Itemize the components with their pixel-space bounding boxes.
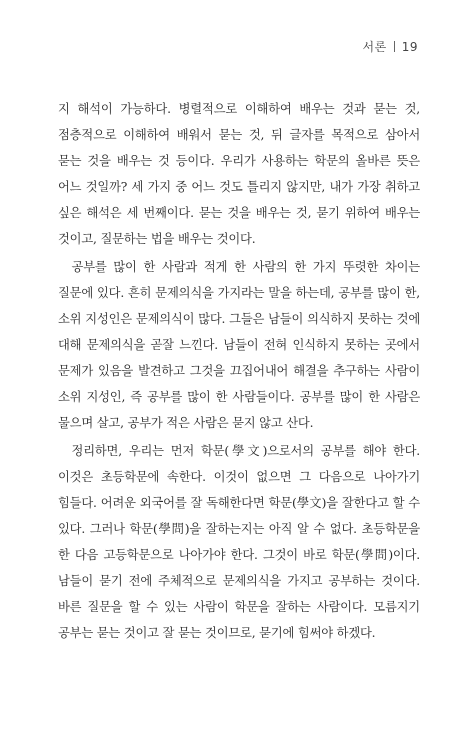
paragraph-2: 공부를 많이 한 사람과 적게 한 사람의 한 가지 뚜렷한 차이는 질문에 있다. 흔히 문제의식을 가지라는 말을 하는데, 공부를 많이 한, 소위 지성인은 문제의식이 많다. 그들은 남들이 의식하지 못하는 것에 대해 문제의식을 곧잘 느낀다. 남들이 전혀 인식하지 못하는 곳에서 문제가 있음을 발견하고 그것을 끄집어내어 해결을 추구하는 사람이 소위 지성인, 즉 공부를 많이 한 사람들이다. 공부를 많이 한 사람은 물으며 살고, 공부가 적은 사람은 묻지 않고 산다.	[58, 260, 420, 430]
section-title: 서론	[362, 40, 387, 54]
page-number: 19	[401, 40, 418, 54]
running-header	[363, 38, 418, 55]
header-divider	[394, 41, 395, 52]
paragraph-1: 지 해석이 가능하다. 병렬적으로 이해하여 배우는 것과 묻는 것, 점층적으로 이해하여 배워서 묻는 것, 뒤 글자를 목적으로 삼아서 묻는 것을 배우는 것 등이다. 우리가 사용하는 학문의 올바른 뜻은 어느 것일까? 세 가지 중 어느 것도 틀리지 않지만, 내가 가장 취하고 싶은 해석은 세 번째이다. 묻는 것을 배우는 것, 묻기 위하여 배우는 것이고, 질문하는 법을 배우는 것이다.	[58, 102, 420, 246]
body-text	[58, 96, 420, 646]
paragraph-3: 정리하면, 우리는 먼저 학문(學文)으로서의 공부를 해야 한다. 이것은 초등학문에 속한다. 이것이 없으면 그 다음으로 나아가기 힘들다. 어려운 외국어를 잘 독해한다면 학문(學文)을 잘한다고 할 수 있다. 그러나 학문(學問)을 잘하는지는 아직 알 수 없다. 초등학문을 한 다음 고등학문으로 나아가야 한다. 그것이 바로 학문(學問)이다. 남들이 묻기 전에 주체적으로 문제의식을 가지고 공부하는 것이다. 바른 질문을 할 수 있는 사람이 학문을 잘하는 사람이다. 모름지기 공부는 묻는 것이고 잘 묻는 것이므로, 묻기에 힘써야 하겠다.	[58, 444, 420, 640]
